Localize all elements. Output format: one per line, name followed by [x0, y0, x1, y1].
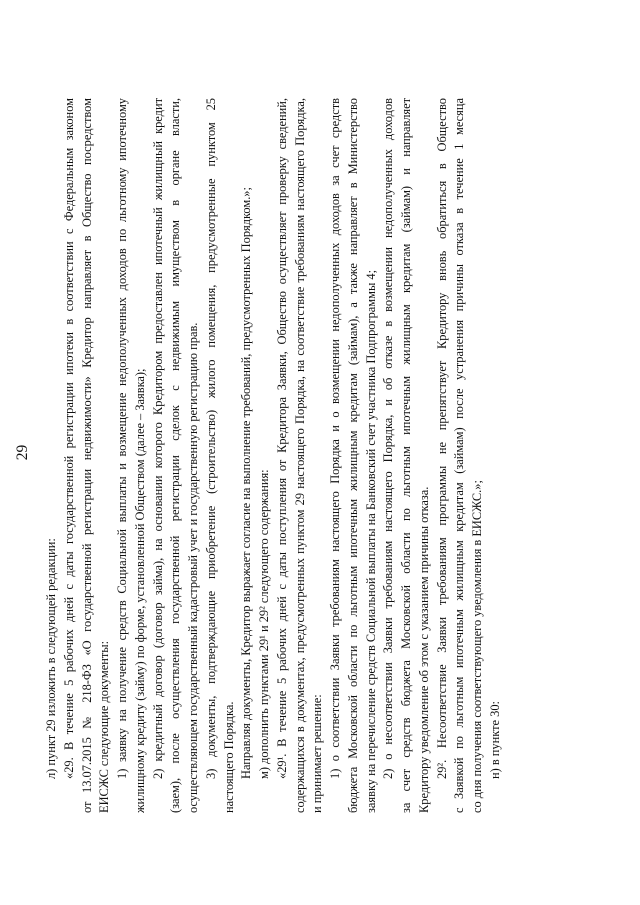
text-line: от 13.07.2015 № 218-ФЗ «О государственной регистрации недвижимости» Кредитор направляет в Общество посредством	[79, 98, 94, 813]
text-line: 29². Несоответствие Заявки требованиям программы не препятствует Кредитору вновь обратиться в Общество	[434, 98, 449, 779]
text-line: настоящего Порядка.	[221, 701, 236, 813]
text-line: м) дополнить пунктами 29¹ и 29² следующего содержания:	[257, 469, 271, 779]
text-line: (заем), после осуществления государственной регистрации сделок с недвижимым имуществом в органе власти,	[168, 98, 183, 813]
document-body	[43, 98, 505, 813]
text-line: содержащихся в документах, предусмотренных пунктом 29 настоящего Порядка, на соответствие требованиям настоящего Порядка,	[292, 98, 307, 813]
text-line: осуществляющем государственный кадастровый учет и государственную регистрацию прав.	[186, 322, 200, 813]
text-line: со дня получения соответствующего уведомления в ЕИСЖС.»;	[470, 480, 484, 813]
text-line: л) пункт 29 изложить в следующей редакции:	[44, 538, 58, 779]
text-line: 2) кредитный договор (договор займа), на основании которого Кредитором предоставлен ипотечный жилищный кредит	[150, 98, 165, 779]
text-line: бюджета Московской области по льготным ипотечным жилищным кредитам (займам), а также направляет в Министерство	[345, 98, 360, 813]
text-line: 3) документы, подтверждающие приобретение (строительство) жилого помещения, предусмотренные пунктом 25	[203, 98, 218, 779]
page-number: 29	[14, 444, 31, 461]
text-line: Кредитору уведомление об этом с указанием причины отказа.	[416, 486, 431, 813]
text-line: «29. В течение 5 рабочих дней с даты государственной регистрации ипотеки в соответствии с Федеральным законом	[61, 98, 76, 779]
text-line: 1) заявку на получение средств Социальной выплаты и возмещение недополученных доходов по льготному ипотечному	[115, 98, 129, 779]
text-line: н) в пункте 30:	[487, 701, 502, 779]
text-line: 1) о соответствии Заявки требованиям настоящего Порядка и о возмещении недополученных доходов за счет средств	[328, 98, 342, 779]
text-line: за счет средств бюджета Московской области по льготным ипотечным жилищным кредитам (займам) и направляет	[399, 98, 413, 813]
text-line: ЕИСЖС следующие документы:	[97, 640, 112, 813]
text-line: с Заявкой по льготным ипотечным жилищным кредитам (займам) после устранения причины отказа в течение 1 месяца	[452, 98, 467, 813]
text-line: заявку на перечисление средств Социальной выплаты на Банковский счет участника Подпрограммы 4;	[363, 269, 378, 813]
text-line: жилищному кредиту (займу) по форме, установленной Обществом (далее – Заявка);	[132, 368, 147, 813]
text-line: и принимает решение:	[310, 694, 325, 813]
text-line: Направляя документы, Кредитор выражает согласие на выполнение требований, предусмотренных Порядком.»;	[239, 187, 254, 779]
text-line: «29¹. В течение 5 рабочих дней с даты поступления от Кредитора Заявки, Общество осуществляет проверку сведений,	[274, 98, 289, 779]
text-line: 2) о несоответствии Заявки требованиям настоящего Порядка, и об отказе в возмещении недополученных доходов	[381, 98, 396, 779]
